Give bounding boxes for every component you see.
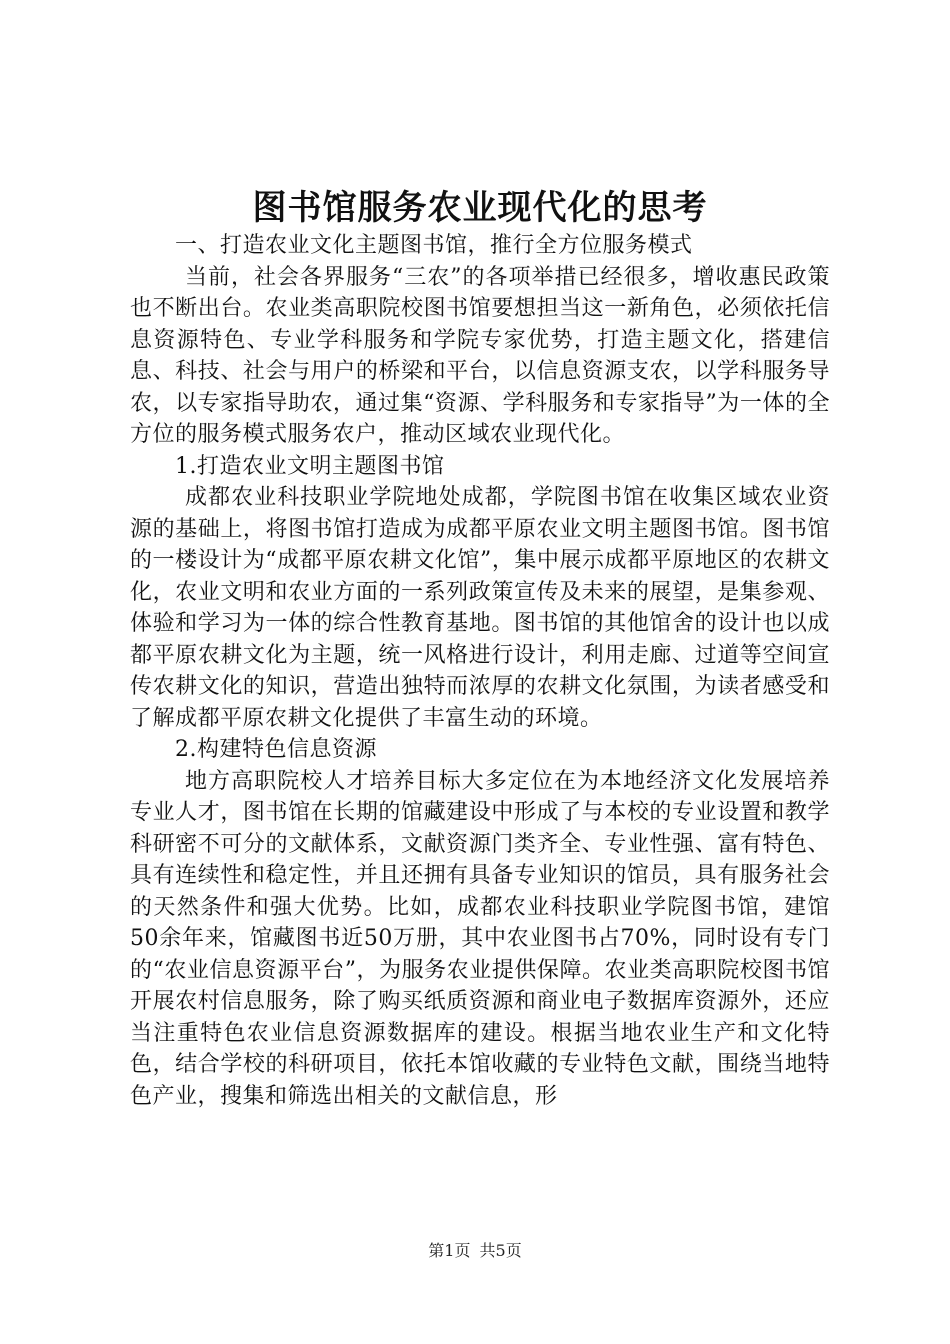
page-total: 共5页 (479, 1241, 522, 1260)
page-number: 第1页 (428, 1241, 471, 1260)
page-footer (0, 1241, 950, 1261)
body-paragraph: 地方高职院校人才培养目标大多定位在为本地经济文化发展培养专业人才，图书馆在长期的馆藏建设中形成了与本校的专业设置和教学科研密不可分的文献体系，文献资源门类齐全、专业性强、富有特色、具有连续性和稳定性，并且还拥有具备专业知识的馆员，具有服务社会的天然条件和强大优势。比如，成都农业科技职业学院图书馆，建馆50余年来，馆藏图书近50万册，其中农业图书占70%，同时设有专门的“农业信息资源平台”，为服务农业提供保障。农业类高职院校图书馆开展农村信息服务，除了购买纸质资源和商业电子数据库资源外，还应当注重特色农业信息资源数据库的建设。根据当地农业生产和文化特色，结合学校的科研项目，依托本馆收藏的专业特色文献，围绕当地特色产业，搜集和筛选出相关的文献信息，形 (130, 768, 830, 1109)
section-heading: 1.打造农业文明主题图书馆 (175, 453, 445, 479)
body-paragraph: 成都农业科技职业学院地处成都，学院图书馆在收集区域农业资源的基础上，将图书馆打造成为成都平原农业文明主题图书馆。图书馆的一楼设计为“成都平原农耕文化馆”，集中展示成都平原地区的农耕文化，农业文明和农业方面的一系列政策宣传及未来的展望，是集参观、体验和学习为一体的综合性教育基地。图书馆的其他馆舍的设计也以成都平原农耕文化为主题，统一风格进行设计，利用走廊、过道等空间宣传农耕文化的知识，营造出独特而浓厚的农耕文化氛围，为读者感受和了解成都平原农耕文化提供了丰富生动的环境。 (130, 485, 830, 731)
document-body (130, 186, 830, 1112)
section-heading: 一、打造农业文化主题图书馆，推行全方位服务模式 (175, 233, 693, 258)
body-paragraph: 当前，社会各界服务“三农”的各项举措已经很多，增收惠民政策也不断出台。农业类高职院校图书馆要想担当这一新角色，必须依托信息资源特色、专业学科服务和学院专家优势，打造主题文化，搭建信息、科技、社会与用户的桥梁和平台，以信息资源支农，以学科服务导农，以专家指导助农，通过集“资源、学科服务和专家指导”为一体的全方位的服务模式服务农户，推动区域农业现代化。 (130, 264, 830, 447)
section-heading: 2.构建特色信息资源 (175, 737, 377, 762)
document-title: 图书馆服务农业现代化的思考 (252, 188, 708, 228)
